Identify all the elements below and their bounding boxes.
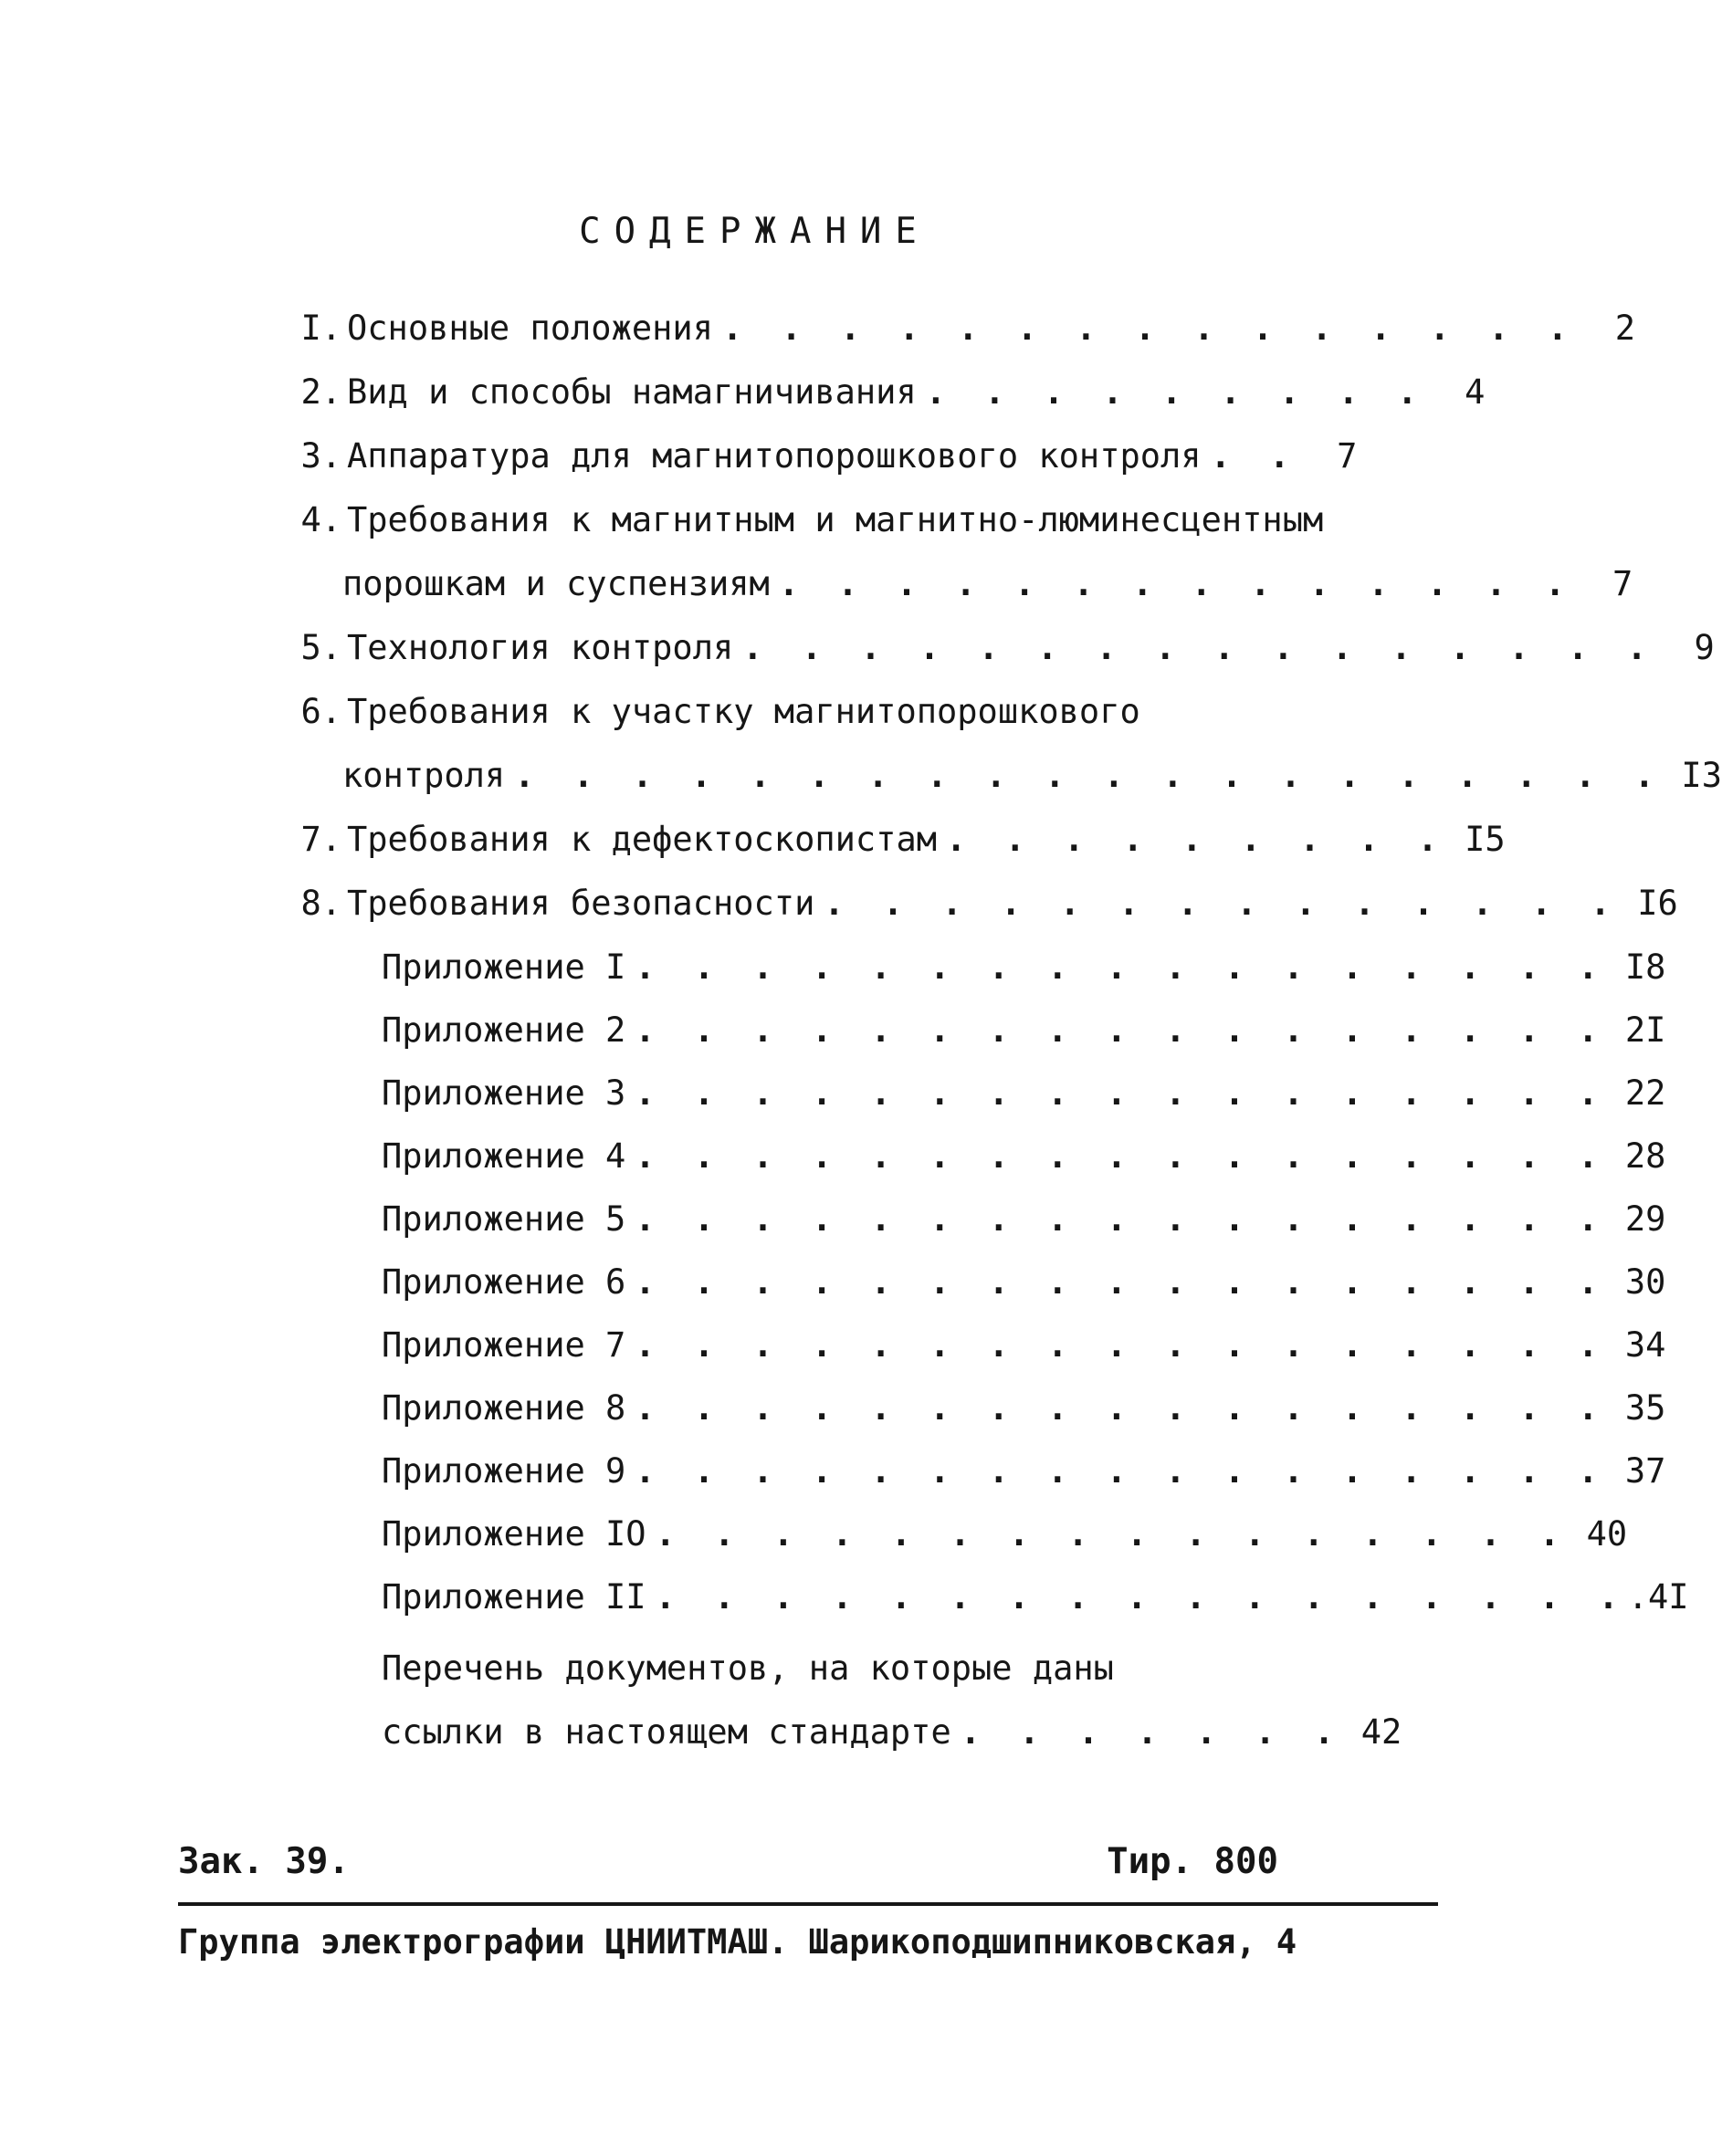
toc-leader: . . . . . . . . . . . . . . (824, 884, 1620, 923)
toc-row-appendix-4 (382, 1131, 1666, 1182)
toc-leader: . . . . . . . . . . . . . . . . . (635, 1136, 1608, 1176)
toc-leader: . . . . . . . . . . . . . . . . . (635, 1451, 1608, 1491)
toc-label: Требования к дефектоскопистам (347, 820, 938, 859)
toc-leader: . . . . . . . . . . . . . . . . . (635, 1262, 1608, 1302)
toc-leader: . . . . . . . . . . . . . . . . . (655, 1577, 1628, 1617)
toc-row-appendix-10 (382, 1509, 1628, 1560)
toc-row-appendix-8 (382, 1383, 1666, 1434)
footer-divider (178, 1902, 1438, 1906)
toc-row-appendix-11 (382, 1572, 1689, 1623)
toc-row-appendix-9 (382, 1446, 1666, 1497)
toc-page: I6 (1637, 884, 1678, 923)
page-title: СОДЕРЖАНИЕ (579, 211, 930, 252)
toc-page: 28 (1624, 1136, 1666, 1176)
toc-label: Приложение IO (382, 1514, 646, 1554)
toc-row-4-cont (342, 559, 1633, 610)
toc-label: Приложение 2 (382, 1010, 626, 1050)
toc-leader: . . . . . . . . . . . . . . . . (742, 628, 1656, 667)
toc-row-6-cont (342, 750, 1722, 801)
toc-page: 40 (1586, 1514, 1628, 1554)
toc-row-3 (300, 431, 1358, 482)
toc-page: 9 (1694, 628, 1715, 667)
toc-leader: . . . . . . . . . . . . . . . . . (635, 1199, 1608, 1239)
toc-leader: . . (1210, 436, 1299, 476)
toc-number: 2. (300, 372, 341, 412)
toc-label: Приложение I (382, 947, 626, 987)
toc-number: 7. (300, 820, 341, 859)
toc-page: I8 (1624, 947, 1666, 987)
toc-page: 7 (1337, 436, 1358, 476)
toc-leader: . . . . . . . . . . . . . . . . . . . . (514, 756, 1664, 795)
toc-label: Приложение 5 (382, 1199, 626, 1239)
toc-row-appendix-2 (382, 1005, 1666, 1056)
toc-leader: . . . . . . . . . . . . . . . . (655, 1514, 1570, 1554)
toc-label: Вид и способы намагничивания (347, 372, 917, 412)
toc-leader: . . . . . . . . . (946, 820, 1447, 859)
toc-page: 35 (1624, 1388, 1666, 1428)
toc-number: 5. (300, 628, 341, 667)
order-number: Зак. 39. (178, 1841, 350, 1882)
toc-leader: . . . . . . . . . (925, 372, 1427, 412)
toc-row-7 (300, 814, 1506, 865)
toc-label: Требования к магнитным и магнитно-люминесцентным (347, 500, 1324, 539)
toc-label: Технология контроля (347, 628, 734, 667)
toc-label: Приложение 9 (382, 1451, 626, 1491)
toc-label: Перечень документов, на которые даны (382, 1648, 1114, 1688)
toc-page: 22 (1624, 1073, 1666, 1113)
toc-page: 30 (1624, 1262, 1666, 1302)
toc-leader: . . . . . . . . . . . . . . . . . (635, 1073, 1608, 1113)
toc-label: Приложение 3 (382, 1073, 626, 1113)
toc-label: Приложение 6 (382, 1262, 626, 1302)
toc-leader: . . . . . . . . . . . . . . . . . (635, 947, 1608, 987)
toc-page: 34 (1624, 1325, 1666, 1365)
toc-number: I. (300, 309, 341, 348)
toc-leader: . . . . . . . . . . . . . . . . . (635, 1388, 1608, 1428)
toc-leader: . . . . . . . . . . . . . . (778, 564, 1575, 603)
imprint: Группа электрографии ЦНИИТМАШ. Шарикоподшипниковская, 4 (178, 1922, 1297, 1962)
print-info (178, 1835, 1278, 1889)
toc-label: Требования к участку магнитопорошкового (347, 692, 1140, 731)
toc-label: контроля (342, 756, 506, 795)
toc-row-appendix-6 (382, 1257, 1666, 1308)
toc-number: 8. (300, 884, 341, 923)
print-run: Тир. 800 (1107, 1841, 1278, 1882)
toc-number: 6. (300, 692, 341, 731)
toc-leader: . . . . . . . . . . . . . . . . . (635, 1325, 1608, 1365)
toc-page: I5 (1465, 820, 1506, 859)
toc-row-2 (300, 367, 1486, 418)
toc-row-appendix-5 (382, 1194, 1666, 1245)
toc-row-1 (300, 303, 1635, 354)
toc-row-appendix-3 (382, 1068, 1666, 1119)
toc-label: Аппаратура для магнитопорошкового контроля (347, 436, 1202, 476)
toc-leader: . . . . . . . . . . . . . . . . . (635, 1010, 1608, 1050)
toc-row-4 (300, 495, 1324, 546)
toc-number: 4. (300, 500, 341, 539)
toc-row-appendix-1 (382, 942, 1666, 993)
toc-label: Приложение II (382, 1577, 646, 1617)
toc-leader: . . . . . . . (960, 1712, 1344, 1752)
toc-label: порошкам и суспензиям (342, 564, 770, 603)
toc-leader: . . . . . . . . . . . . . . . (721, 309, 1577, 348)
toc-row-8 (300, 878, 1678, 929)
toc-label: ссылки в настоящем стандарте (382, 1712, 951, 1752)
toc-page: 42 (1360, 1712, 1402, 1752)
toc-label: Приложение 7 (382, 1325, 626, 1365)
toc-page: 37 (1624, 1451, 1666, 1491)
toc-number: 3. (300, 436, 341, 476)
toc-label: Приложение 8 (382, 1388, 626, 1428)
toc-row-references (382, 1643, 1297, 1694)
toc-page: 29 (1624, 1199, 1666, 1239)
toc-row-6 (300, 686, 1297, 738)
toc-label: Требования безопасности (347, 884, 815, 923)
toc-label: Основные положения (347, 309, 713, 348)
toc-page: 2I (1624, 1010, 1666, 1050)
toc-row-5 (300, 623, 1715, 674)
toc-row-appendix-7 (382, 1320, 1666, 1371)
toc-page: 4 (1465, 372, 1486, 412)
toc-page: 2 (1614, 309, 1635, 348)
toc-label: Приложение 4 (382, 1136, 626, 1176)
toc-page: I3 (1681, 756, 1722, 795)
toc-page: .4I (1627, 1577, 1689, 1617)
toc-page: 7 (1612, 564, 1633, 603)
toc-row-references-cont (382, 1707, 1402, 1758)
